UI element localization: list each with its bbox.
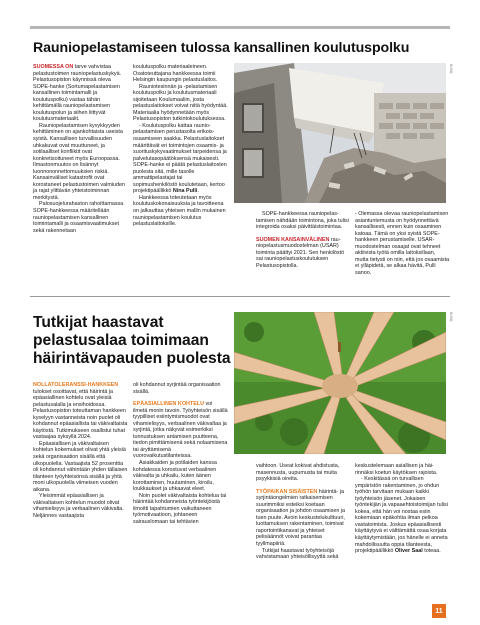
body-text: - Keskitässä on turvallisen ympäristön rakentaminen, jo ohdun työhön tarvitaan mukaan kaikki työyhteisön jäsenet. Jokaisen työntekijän ja vapaaehtoistoimijan tulisi kokea, että hän voi nostaa esiin kokemiaan epäkohtia ilman pelkoa vastatoimista. Joskus epäasiallisesti käyttäytyvä ei välttämättä osaa korjata käyttäytymistään, jos hänelle ei anneta mahdollisuutta oppia tilanteesta, projektipäällikkö (355, 476, 448, 555)
body-text: keskustelemaan asiallisen ja häirinnäksi koetun käytöksen rajoista. (355, 463, 438, 476)
paragraph (133, 493, 228, 526)
hands-together-image (234, 312, 446, 454)
body-text: . (197, 188, 199, 195)
body-text: Rauniopelastamisen kyvykkyyden kehittäminen on ajankohtaista useista syistä. Kansallisen turvallisuuden uhkakuvat ovat muuttuneet, ja sotilaalliset konfliktit ovat konkretisoituneet myös Euroopassa. Ilmastonmuutos on lisännyt luonnononnettomuuksien riskiä. Kansainväliset katastrofit ovat korostaneet pelastustoimen valmiuden ja rajat ylittävän yhteistoiminnan merkitystä. (33, 122, 125, 201)
paragraph (256, 211, 351, 231)
paragraph (33, 201, 128, 234)
paragraph (256, 548, 351, 561)
lead-in: TYÖPAIKAN SISÄISTEN (256, 488, 318, 495)
paragraph (33, 64, 128, 123)
body-text: koulutuspolku materiaaleineen. Osatoteuttajana hankkeessa toimii Helsingin kaupungin pelastuslaitos. (133, 64, 218, 84)
paragraph (33, 382, 128, 441)
paragraph (33, 493, 128, 519)
article1-column-4 (355, 211, 450, 276)
body-text: Palosuojelurahaston rahoittamassa SOPE-hankkeessa määritellään rauniopelastamisen kansallinen toimintamalli ja osaamisvaatimukset sekä rakennetaan (33, 201, 124, 234)
body-text: Tutkijat haastavat työyhteisöjä vahvistamaan yhteisöllisyyttä sekä (256, 547, 339, 561)
paragraph (33, 123, 128, 202)
article1-column-3 (256, 211, 351, 269)
body-text: häirintä- ja syrjintäongelmien ratkaisemisen suurimmiksi esteiksi koetaan organisaation ja johdon osaamisen ja tuen puute. Avoin keskustelukulttuuri, luottamuksen rakentaminen, toimivat raportointikanavat ja yhteiset pelisäännöt voivat parantaa tyyllmapiiriä. (256, 488, 346, 548)
body-text: Hankkeessa toteutetaan myös koulutuskokonaisuuksia ja tavoitteena on jalkauttaa yhteisen mallin mukainen rauniopelastamisen koulutus pelastuslaitoksille. (133, 194, 226, 228)
paragraph (133, 195, 228, 228)
body-text: - Olemassa olevaa rauniopelastamisen asiantuntemusta on hyödynnettävä kansallisesti, ennen kuin osaaminen katoaa. Tämä on yksi syistä SOPE-hankkeen perustamiselle. USAR-muodostelman osaajat ovat tehneet aktiivista työtä omilla laitoksillaan, mutta tietysti on niin, että jos osaamista ei ylläpidetä, se alkaa hävitä, Pulli sanoo. (355, 211, 450, 276)
paragraph (133, 84, 228, 123)
person-name: Oliver Saal (394, 548, 423, 555)
article2-column-4 (355, 463, 450, 555)
body-text: rauniopelastusmuodostelman (USAR) toiminta päättyi 2021. Sen henkilöstö sai rauniopelastuskoulutuksen Pelastusopistolla. (256, 236, 345, 269)
paragraph (256, 237, 351, 270)
article-divider (30, 296, 450, 297)
paragraph (133, 460, 228, 493)
body-text: SOPE-hankkeessa rauniopelastamisen nähdään toimintona, joka tulisi integroida osaksi päivittäistoimintaa. (256, 211, 349, 231)
paragraph (133, 123, 228, 195)
article2-title: Tutkijat haastavat pelastusalaa toimimaan häirintävapauden puolesta (33, 314, 231, 367)
paragraph (133, 382, 228, 395)
article1-title: Rauniopelastamiseen tulossa kansallinen koulutuspolku (33, 40, 410, 56)
article2-photo (234, 312, 446, 454)
body-text: Yleisimmät epäasiallisen ja väkivaltaisen kohtelun muodot olivat vihamielisyys ja verbaalinen väkivalta. Neljännes vastaajista (33, 493, 124, 519)
paragraph (133, 64, 228, 84)
body-text: voi ilmetä monin tavoin. Työyhteisön sisällä tyypilliset esiintymismuodot ovat vihamielisyys, verbaalinen väkivaltaa ja syrjintä, jotka näkyvät esimerkiksi tunnustuksen antamisen puutteena, tiedon pimittämisenä sekä nolaamisena tai äryttämisenä vuorovaikutustilanteissa. (133, 401, 228, 460)
photo-credit: KUVA: (449, 312, 453, 323)
photo-credit: KUVA: (449, 64, 453, 75)
body-text: Rauniotesinnän ja -pelastamisen koulutuspolku ja koulutusmateriaali sijoitetaan Koulumaaliin, josta pelastuslaitokset voivat niitä hyödyntää. Materiaalia hyödynnetään myös Pelastusopiston tutkintokoulutuksessa. (133, 83, 228, 123)
lead-in: EPÄASIALLINEN KOHTELU (133, 401, 204, 408)
article2-column-3 (256, 463, 351, 561)
article2-column-1 (33, 382, 128, 519)
paragraph (256, 463, 351, 483)
body-text: Noin puolet väkivaltaista kohtelua tai häirintää kohdanneista työntekijöistä ilmoitti tapahtumien vaikuttaneen työmotivaatioon, johtaneen sairauslomaan tai tehtävien (133, 492, 227, 525)
paragraph (355, 463, 450, 476)
paragraph (355, 476, 450, 555)
body-text: oli kohdannut syrjintää organisaation sisällä. (133, 382, 221, 395)
body-text: tarve vahvistaa pelastustoimen rauniopelastuskykyä. Pelastusopiston käynnissä oleva SOPE-hanke (Sortumapelastamisen kansallinen toimintamalli ja koulutuspolku) vastaa tähän kehittämällä rauniopelastamisen koulutuspolun ja siihen liittyvät koulutusmateriaalit. (33, 64, 122, 123)
body-text: Epäasiallisen ja väkivaltaisen kohtelun kokemukset olivat yhtä yleisiä sekä organisaation sisällä että ulkopuolella. Vastaajista 52 prosenttia oli kohdannut vähintään yhden tällaisen tilanteen työyhteisönsä sisällä ja yhtä moni ulkopuolella viimeisen vuoden aikana. (33, 440, 128, 493)
paragraph (256, 489, 351, 548)
paragraph (133, 401, 228, 460)
article1-column-1 (33, 64, 128, 234)
lead-in: NOLLATOLERANSSI-HANKKEEN (33, 382, 119, 388)
top-rule (30, 26, 450, 29)
paragraph (355, 211, 450, 276)
body-text: Asiakkaiden ja potilaiden kanssa kohdatessa korostuvat verbaalinen väkivalta ja uhkailu, kuten äänen korottaminen, huutaminen, kiroilu, loukkaukset ja uhkaavat eleet. (133, 460, 217, 493)
lead-in: SUOMEN KANSAINVÄLINEN (256, 236, 330, 243)
article2-column-2 (133, 382, 228, 525)
page-number: 11 (432, 604, 446, 618)
paragraph (33, 441, 128, 493)
body-text: - Koulutuspolku kattaa rauniopelastamisen perustasolta erikoisosaamiseen saakka. Pelastuslaitokset määrittävät eri toimintojen osaamis- ja suorituskykyvaatimukset tarpeidensa ja palvelutasopäätöksensä mukaisesti. SOPE-hanke ei päätä pelastuslaitosten puolesta sitä, mille tasolle ammattipelastajat tai sopimushenkilöstö koulutetaan, kertoo projektipäällikkö (133, 122, 227, 195)
article1-photo (234, 63, 446, 203)
lead-in: SUOMESSA ON (33, 64, 74, 70)
collapsed-building-image (234, 63, 446, 203)
person-name: Nina Pulli (172, 188, 198, 195)
article1-column-2 (133, 64, 228, 228)
body-text: vaihtoon. Useat kokivat ahdistusta, masennusta, uupumusta tai muita psyykkisiä oireita. (256, 463, 340, 483)
body-text: tulokset osoittavat, että häirintä ja epäasiallinen kohtelu ovat yleisiä pelastusalalla ja ensihoidossa. Pelastusopiston toteuttaman hankkeen kyselyyn vastanneista noin puolet oli kohdannut epäasiallista tai väkivaltaista käytöstä. Tutkimukseen osallistui tuhat vastaajaa syksyllä 2024. (33, 388, 128, 441)
body-text: toteaa. (422, 548, 441, 555)
